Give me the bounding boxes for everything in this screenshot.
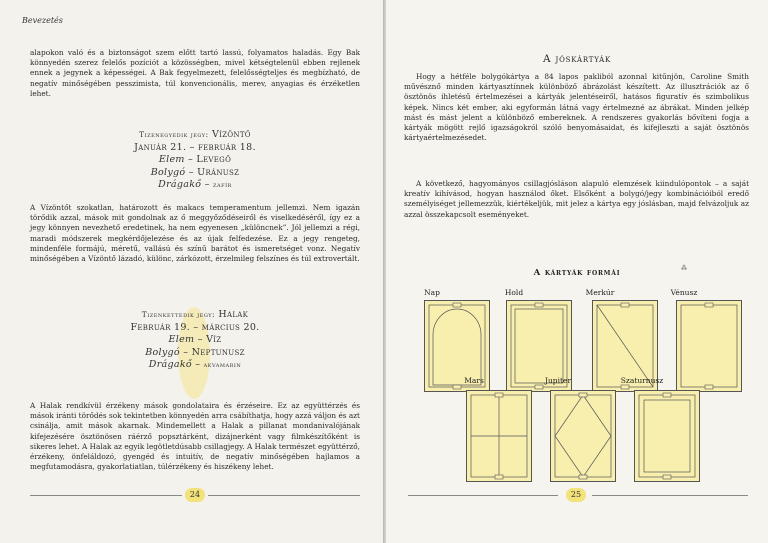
- card-label: Mars: [464, 376, 484, 385]
- ink-mark-icon: ⁂: [681, 265, 687, 272]
- sign-planet: Uránusz: [197, 166, 240, 178]
- frame-shape-icon: [635, 391, 699, 481]
- sign-stone: akvamarin: [203, 360, 242, 369]
- card-venusz: [676, 300, 742, 392]
- sign-label: Tizenegyedik jegy:: [139, 130, 209, 139]
- sign-element: Levegő: [196, 154, 232, 165]
- cross-shape-icon: [467, 391, 531, 481]
- card-label: Hold: [504, 288, 524, 297]
- sign-name: Halak: [218, 309, 249, 320]
- right-page: [386, 0, 768, 543]
- sign-aquarius: Tizenegyedik jegy: Vízöntő Január 21. – február 18. Elem – Levegő Bolygó – Uránusz Drágakő – zafír: [30, 129, 360, 192]
- card-szaturnusz: [634, 390, 700, 482]
- sign-stone: zafír: [213, 180, 232, 189]
- plain-shape-icon: [677, 301, 741, 391]
- section-title: A kártyák formái: [533, 268, 621, 278]
- pisces-paragraph: A Halak rendkívül érzékeny mások gondolataira és érzéseire. Ez az együttérzés és mások iránti törődés sok tekintetben könnyedén arra csábíthatja, hogy azzá váljon és azt csinálja, amit mások akarnak. Mindemellett a Halak a pillanat mondanivalójának kifejezésére ösztönösen ráérző popsztárként, dizájnerként vagy filmkészítőként is sikeres lehet. A Halak az egyik legötletdúsabb csillagjegy. A Halak természet együttérző, érzékeny, önfeláldozó, gyengéd és intuitív, de negatív minőségében hajlamos a megfutamodásra, gyakorlatiatlan, túlérzékeny és hiszékeny lehet.: [30, 401, 360, 472]
- intro-paragraph: Hogy a hétféle bolygókártya a 84 lapos pakliból azonnal kitűnjön, Caroline Smith művésznő minden kártyasztínnek különböző ábrázolást készített. Az illusztrációk az ő ösztönös ihletésű értelmezései a kártyák jelentéseiről, hatásos figuratív és szimbolikus képek. Nincs két ember, aki egyformán látná vagy értelmezné az ábrákat. Minden jelkép mást és mást jelent a különböző embereknek. A rendszeres gyakorlás bővíteni fogja a kártyák mögött rejlő igazságokról szóló benyomásaidat, és kifejleszti a saját ösztönös kártyaértelmezésedet.: [404, 72, 749, 143]
- sign-pisces: Tizenkettedik jegy: Halak Február 19. – március 20. Elem – Víz Bolygó – Neptunusz Drágakő – akvamarin: [30, 309, 360, 372]
- page-footer: [30, 488, 360, 502]
- intro-paragraph: alapokon való és a biztonságot szem előtt tartó lassú, folyamatos haladás. Egy Bak könnyedén szerez felelős pozíciót a közösségben, mivel kétségtelenül ebben rejlenek ennek a jegynek a képességei. A Bak fegyelmezett, felelősségteljes és megbízható, de negatív minőségében pesszimista, túl konvencionális, merev, anyagias és érzéketlen lehet.: [30, 48, 360, 98]
- aquarius-paragraph: A Vízöntőt szokatlan, határozott és makacs temperamentum jellemzi. Nem igazán törődik azzal, mások mit gondolnak az ő meggyőződéseiről és viselkedéséről, így ez a jegy könnyen nevezhető eredetinek, ha nem egyenesen „különcnek”. Jól jellemzi a régi, maradi módszerek megkérdőjelezése és az újak felfedezése. Ez a jegy rengeteg, mindenféle formájú, méretű, vallású és színű barátot és ismeretséget vonz. Negatív minőségében a Vízöntő lázadó, különc, zárkózott, érzelmileg felszínes és túl extrovertált.: [30, 203, 360, 264]
- sign-name: Vízöntő: [211, 129, 251, 140]
- running-head: Bevezetés: [22, 16, 63, 25]
- card-label: Nap: [424, 288, 440, 297]
- page-footer: [408, 488, 748, 502]
- card-label: Szaturnusz: [620, 376, 664, 385]
- card-jupiter: [550, 390, 616, 482]
- card-label: Jupiter: [544, 376, 572, 385]
- card-label: Vénusz: [670, 288, 698, 297]
- second-paragraph: A következő, hagyományos csillagjósláson alapuló elemzések kiindulópontok – a saját kreatív kihívásod, hogyan használod őket. Elsőként a bolygó/jegy kombinációiból eredő személyiséget jellemezzük, kiértékeljük, mit jelez a kártya egy jóslásban, majd felvázoljuk az azzal összekapcsolt eseményeket.: [404, 179, 749, 219]
- sign-dates: Január 21. – február 18.: [134, 141, 256, 153]
- card-mars: [466, 390, 532, 482]
- sign-label: Tizenkettedik jegy:: [141, 310, 216, 319]
- sign-planet: Neptunusz: [191, 346, 245, 358]
- page-number: 24: [185, 488, 205, 502]
- card-label: Merkúr: [585, 288, 615, 297]
- page-number: 25: [566, 488, 586, 502]
- diamond-shape-icon: [551, 391, 615, 481]
- sign-element: Víz: [206, 334, 222, 345]
- page-title: A jóskártyák: [542, 53, 612, 65]
- sign-dates: Február 19. – március 20.: [130, 321, 260, 333]
